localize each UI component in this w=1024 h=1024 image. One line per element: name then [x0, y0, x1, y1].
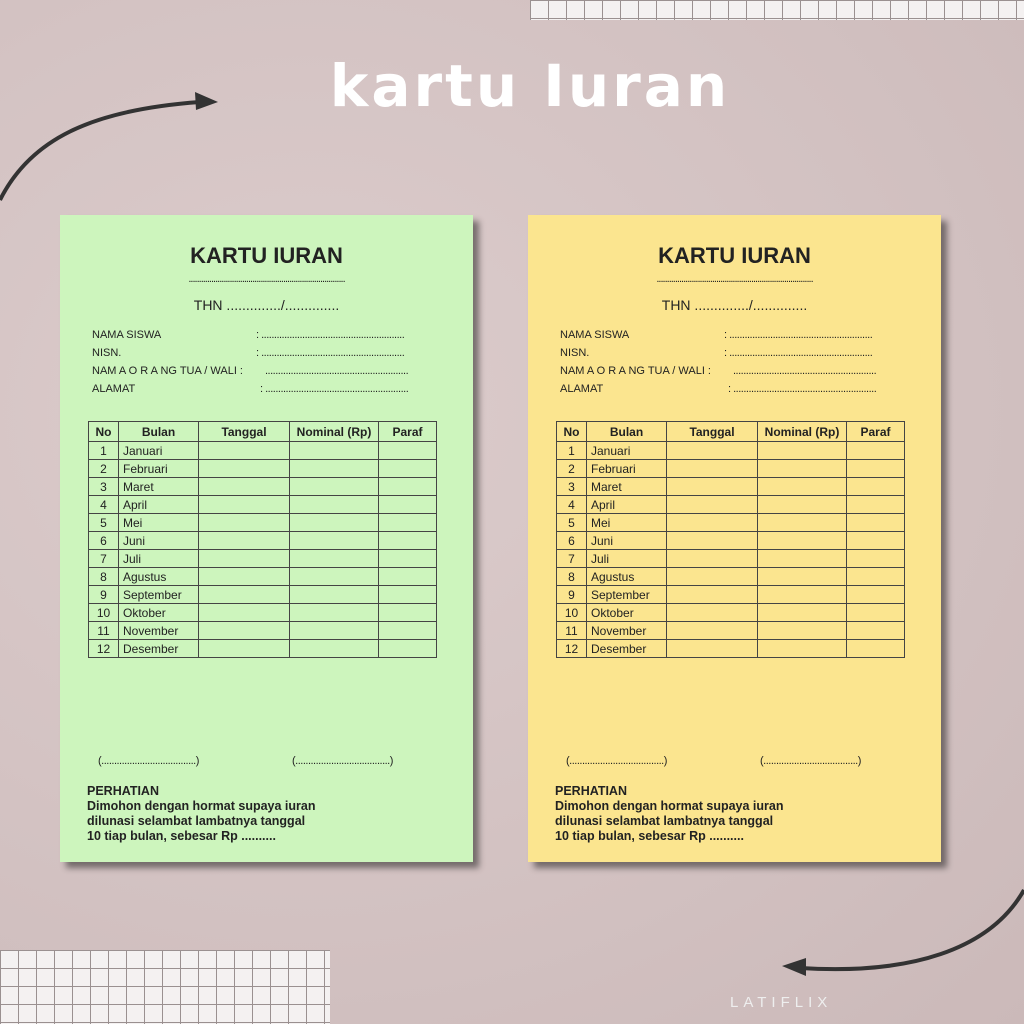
cell-month: Juli — [587, 550, 667, 568]
cell-amount[interactable] — [290, 586, 379, 604]
cell-month: April — [587, 496, 667, 514]
cell-no: 7 — [557, 550, 587, 568]
cell-date[interactable] — [667, 514, 758, 532]
cell-no: 5 — [557, 514, 587, 532]
cell-no: 9 — [89, 586, 119, 604]
cell-amount[interactable] — [758, 460, 847, 478]
table-row — [557, 586, 905, 604]
field-value: : ........................................................ — [724, 329, 873, 341]
cell-amount[interactable] — [290, 460, 379, 478]
dots-line: ............................................................................ — [188, 273, 345, 285]
cell-signature[interactable] — [379, 532, 437, 550]
cell-date[interactable] — [199, 532, 290, 550]
col-header: Paraf — [379, 422, 437, 442]
table-row — [89, 460, 437, 478]
notice-title: PERHATIAN — [87, 784, 159, 798]
table-row — [557, 460, 905, 478]
cell-no: 2 — [89, 460, 119, 478]
card-title: KARTU IURAN — [658, 243, 811, 268]
table-row — [557, 442, 905, 460]
cell-date[interactable] — [667, 550, 758, 568]
cell-date[interactable] — [667, 586, 758, 604]
cell-amount[interactable] — [290, 496, 379, 514]
col-header: Nominal (Rp) — [290, 422, 379, 442]
cell-signature[interactable] — [847, 586, 905, 604]
notice-line: Dimohon dengan hormat supaya iuran — [555, 799, 784, 813]
col-header: Bulan — [119, 422, 199, 442]
cell-signature[interactable] — [847, 460, 905, 478]
table-row — [89, 622, 437, 640]
table-row — [89, 586, 437, 604]
cell-no: 6 — [557, 532, 587, 550]
cell-amount[interactable] — [758, 514, 847, 532]
cell-month: September — [587, 586, 667, 604]
table-row — [89, 478, 437, 496]
grid-paper-top — [530, 0, 1024, 20]
field-label: NAM A O R A NG TUA / WALI : — [92, 365, 243, 377]
field-label: NAM A O R A NG TUA / WALI : — [560, 365, 711, 377]
field-value: : ........................................................ — [724, 347, 873, 359]
cell-signature[interactable] — [379, 478, 437, 496]
cell-date[interactable] — [667, 568, 758, 586]
field-value: : ........................................................ — [256, 347, 405, 359]
notice-line: 10 tiap bulan, sebesar Rp .......... — [555, 829, 744, 843]
col-header: No — [89, 422, 119, 442]
table-row — [557, 604, 905, 622]
table-row — [89, 640, 437, 658]
table-row — [557, 640, 905, 658]
cell-month: Desember — [119, 640, 199, 658]
col-header: Nominal (Rp) — [758, 422, 847, 442]
field-value: : ........................................................ — [260, 383, 409, 395]
cell-month: Agustus — [119, 568, 199, 586]
table-row — [557, 532, 905, 550]
cell-date[interactable] — [199, 442, 290, 460]
signature-right: (.....................................) — [292, 755, 393, 767]
cell-amount[interactable] — [758, 478, 847, 496]
cell-signature[interactable] — [379, 514, 437, 532]
cell-no: 3 — [557, 478, 587, 496]
cell-month: September — [119, 586, 199, 604]
cell-no: 4 — [89, 496, 119, 514]
notice — [555, 784, 784, 844]
cell-month: Maret — [587, 478, 667, 496]
cell-amount[interactable] — [758, 622, 847, 640]
cell-signature[interactable] — [847, 496, 905, 514]
cell-date[interactable] — [199, 460, 290, 478]
grid-paper-bottom — [0, 950, 330, 1024]
cell-date[interactable] — [667, 442, 758, 460]
notice-line: dilunasi selambat lambatnya tanggal — [87, 814, 306, 828]
cell-month: November — [119, 622, 199, 640]
dots-line: ............................................................................ — [656, 273, 813, 285]
field-label: ALAMAT — [560, 383, 604, 395]
cell-no: 7 — [89, 550, 119, 568]
col-header: Tanggal — [199, 422, 290, 442]
field-label: NISN. — [92, 347, 122, 359]
col-header: No — [557, 422, 587, 442]
cell-no: 1 — [557, 442, 587, 460]
cell-no: 5 — [89, 514, 119, 532]
cell-month: Agustus — [587, 568, 667, 586]
cell-amount[interactable] — [290, 550, 379, 568]
cell-month: Februari — [587, 460, 667, 478]
field-value: ........................................................ — [265, 365, 409, 377]
cell-amount[interactable] — [290, 442, 379, 460]
cell-no: 9 — [557, 586, 587, 604]
table-row — [89, 568, 437, 586]
cell-amount[interactable] — [290, 532, 379, 550]
field-value: ........................................................ — [733, 365, 877, 377]
cell-no: 2 — [557, 460, 587, 478]
cell-amount[interactable] — [290, 640, 379, 658]
cell-no: 8 — [557, 568, 587, 586]
cell-amount[interactable] — [758, 568, 847, 586]
payment-card-green — [60, 215, 473, 862]
cell-month: Juni — [587, 532, 667, 550]
cell-signature[interactable] — [379, 568, 437, 586]
cell-no: 11 — [89, 622, 119, 640]
cell-signature[interactable] — [847, 604, 905, 622]
signature-left: (.....................................) — [566, 755, 667, 767]
col-header: Bulan — [587, 422, 667, 442]
table-row — [89, 496, 437, 514]
cell-signature[interactable] — [847, 622, 905, 640]
table-row — [89, 442, 437, 460]
cell-signature[interactable] — [847, 478, 905, 496]
cell-month: April — [119, 496, 199, 514]
cell-date[interactable] — [199, 514, 290, 532]
cell-month: Mei — [119, 514, 199, 532]
cell-date[interactable] — [667, 532, 758, 550]
cell-no: 10 — [89, 604, 119, 622]
cell-date[interactable] — [667, 496, 758, 514]
payment-table — [88, 421, 437, 658]
cell-amount[interactable] — [758, 442, 847, 460]
cell-no: 11 — [557, 622, 587, 640]
cell-date[interactable] — [199, 496, 290, 514]
table-row — [557, 568, 905, 586]
cell-no: 1 — [89, 442, 119, 460]
cell-amount[interactable] — [290, 604, 379, 622]
cell-amount[interactable] — [290, 622, 379, 640]
cell-no: 8 — [89, 568, 119, 586]
payment-table — [556, 421, 905, 658]
cell-amount[interactable] — [290, 568, 379, 586]
table-row — [557, 622, 905, 640]
cell-signature[interactable] — [847, 568, 905, 586]
year-line: THN ............../.............. — [661, 297, 808, 313]
cell-signature[interactable] — [379, 550, 437, 568]
col-header: Paraf — [847, 422, 905, 442]
cell-amount[interactable] — [758, 604, 847, 622]
cell-signature[interactable] — [379, 460, 437, 478]
table-row — [557, 550, 905, 568]
cell-amount[interactable] — [758, 532, 847, 550]
cell-date[interactable] — [199, 586, 290, 604]
cell-date[interactable] — [199, 568, 290, 586]
cell-no: 10 — [557, 604, 587, 622]
table-row — [89, 514, 437, 532]
cell-date[interactable] — [199, 622, 290, 640]
cell-date[interactable] — [199, 640, 290, 658]
cell-month: Oktober — [119, 604, 199, 622]
cell-month: Januari — [119, 442, 199, 460]
cell-signature[interactable] — [379, 496, 437, 514]
cell-month: Oktober — [587, 604, 667, 622]
field-value: : ........................................................ — [256, 329, 405, 341]
watermark: LATIFLIX — [730, 994, 833, 1011]
field-label: NAMA SISWA — [560, 329, 630, 341]
field-label: NISN. — [560, 347, 590, 359]
cell-amount[interactable] — [290, 514, 379, 532]
table-row — [89, 604, 437, 622]
cell-amount[interactable] — [758, 640, 847, 658]
field-label: ALAMAT — [92, 383, 136, 395]
cell-amount[interactable] — [758, 496, 847, 514]
cell-signature[interactable] — [379, 640, 437, 658]
cell-no: 12 — [89, 640, 119, 658]
cell-signature[interactable] — [847, 532, 905, 550]
cell-month: Desember — [587, 640, 667, 658]
cell-date[interactable] — [199, 604, 290, 622]
cell-signature[interactable] — [379, 622, 437, 640]
col-header: Tanggal — [667, 422, 758, 442]
cell-no: 12 — [557, 640, 587, 658]
cell-signature[interactable] — [847, 640, 905, 658]
cell-date[interactable] — [667, 622, 758, 640]
card-title: KARTU IURAN — [190, 243, 343, 268]
cell-amount[interactable] — [758, 550, 847, 568]
cell-no: 3 — [89, 478, 119, 496]
signature-left: (.....................................) — [98, 755, 199, 767]
cell-signature[interactable] — [379, 604, 437, 622]
cell-no: 6 — [89, 532, 119, 550]
cell-amount[interactable] — [290, 478, 379, 496]
cell-month: Maret — [119, 478, 199, 496]
year-line: THN ............../.............. — [193, 297, 340, 313]
notice-line: Dimohon dengan hormat supaya iuran — [87, 799, 316, 813]
cell-date[interactable] — [667, 640, 758, 658]
payment-card-yellow — [528, 215, 941, 862]
notice-line: dilunasi selambat lambatnya tanggal — [555, 814, 774, 828]
cell-date[interactable] — [199, 478, 290, 496]
cell-month: Januari — [587, 442, 667, 460]
cell-no: 4 — [557, 496, 587, 514]
table-row — [557, 514, 905, 532]
cell-month: Mei — [587, 514, 667, 532]
notice-title: PERHATIAN — [555, 784, 627, 798]
arrow-icon-bottom — [770, 880, 1024, 990]
field-label: NAMA SISWA — [92, 329, 162, 341]
cell-month: Februari — [119, 460, 199, 478]
table-row — [557, 496, 905, 514]
cell-signature[interactable] — [379, 586, 437, 604]
notice — [87, 784, 316, 844]
table-row — [557, 478, 905, 496]
field-value: : ........................................................ — [728, 383, 877, 395]
cell-signature[interactable] — [847, 550, 905, 568]
signature-right: (.....................................) — [760, 755, 861, 767]
cell-date[interactable] — [667, 478, 758, 496]
table-row — [89, 532, 437, 550]
cell-date[interactable] — [199, 550, 290, 568]
cell-month: Juli — [119, 550, 199, 568]
cell-signature[interactable] — [847, 442, 905, 460]
cell-month: Juni — [119, 532, 199, 550]
notice-line: 10 tiap bulan, sebesar Rp .......... — [87, 829, 276, 843]
cell-date[interactable] — [667, 460, 758, 478]
cell-date[interactable] — [667, 604, 758, 622]
cell-month: November — [587, 622, 667, 640]
headline: kartu Iuran — [329, 52, 731, 120]
cell-signature[interactable] — [847, 514, 905, 532]
table-row — [89, 550, 437, 568]
cell-signature[interactable] — [379, 442, 437, 460]
cell-amount[interactable] — [758, 586, 847, 604]
